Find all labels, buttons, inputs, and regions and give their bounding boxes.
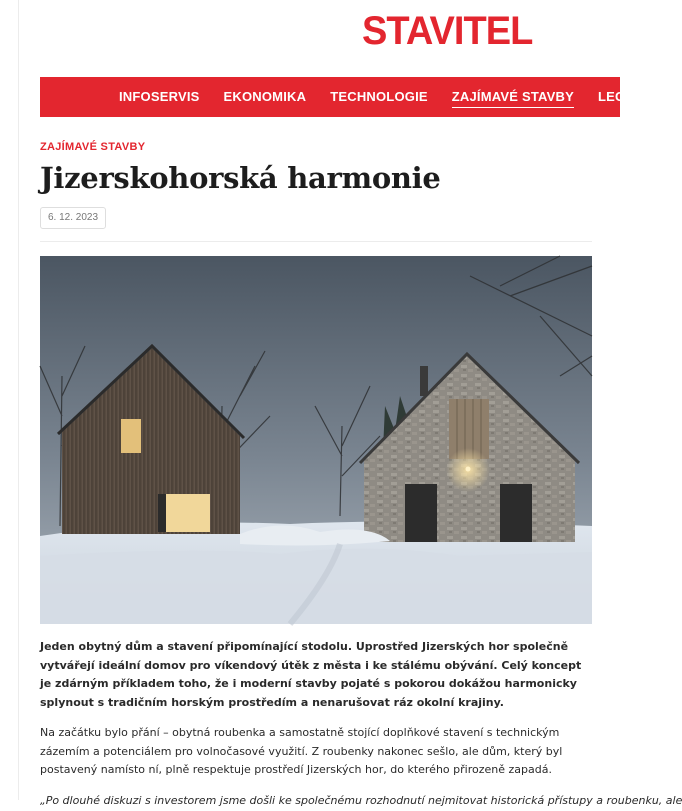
nav-item-ekonomika[interactable]: EKONOMIKA [223,89,307,104]
main-navigation [40,77,656,117]
article-title: Jizerskohorská harmonie [40,161,441,195]
nav-item-legislativa[interactable]: LEGISLA [597,89,656,104]
article-quote-paragraph: „Po dlouhé diskuzi s investorem jsme došli ke společnému rozhodnutí nejmitovat historická přístupy a roubenku, ale [40,794,682,807]
page-left-rule [18,0,19,800]
article-category-link[interactable]: ZAJÍMAVÉ STAVBY [40,141,146,153]
nav-item-technologie[interactable]: TECHNOLOGIE [330,89,428,104]
nav-items [119,77,680,117]
article-hero-photo [40,256,592,624]
article-paragraph: Na začátku bylo přání – obytná roubenka a samostatně stojící doplňkové stavení s technickým zázemím a potenciálem pro volnočasové využití. Z roubenky nakonec sešlo, ale dům, který byl postavený namísto ní, plně respektuje prostředí Jizerských hor, do kterého přirozeně zapadá. [40,726,563,776]
article-perex: Jeden obytný dům a stavení připomínající stodolu. Uprostřed Jizerských hor společně vytvářejí ideální domov pro víkendový útěk z města i ke stálému obývání. Celý koncept je zdárným příkladem toho, že i moderní stavby pojaté s pokorou dokážou harmonicky splynout s tradičním horským prostředím a nenarušovat ráz okolní krajiny. [40,640,582,709]
nav-item-infoservis[interactable]: INFOSERVIS [119,89,200,104]
header-divider [40,241,592,242]
site-logo[interactable]: STAVITEL [362,9,533,53]
nav-item-zajimave-stavby[interactable]: ZAJÍMAVÉ STAVBY [452,77,574,117]
article-date-badge: 6. 12. 2023 [40,207,106,229]
